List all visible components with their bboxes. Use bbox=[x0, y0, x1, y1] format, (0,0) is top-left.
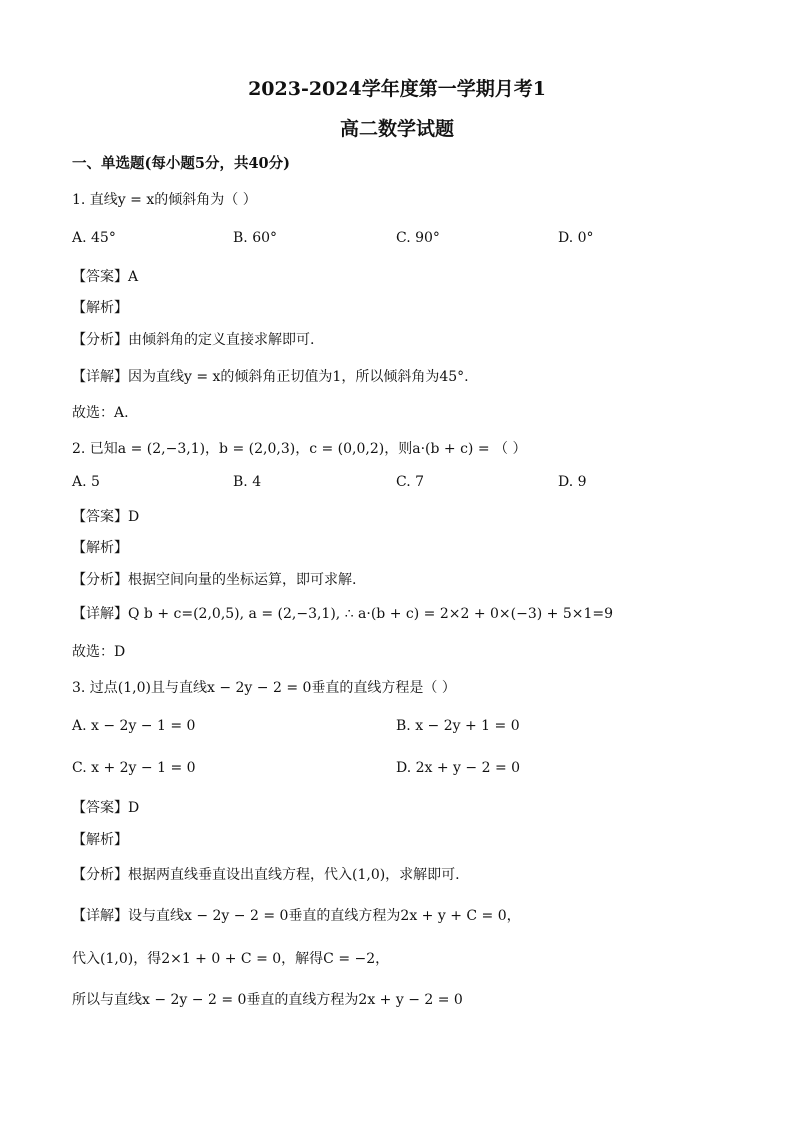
q2-option-c: C. 7 bbox=[396, 474, 425, 490]
q3-option-a: A. x − 2y − 1 = 0 bbox=[72, 718, 196, 734]
q2-stem: 2. 已知a = (2,−3,1)，b = (2,0,3)，c = (0,0,2)，则a·(b + c) = （ ） bbox=[72, 441, 527, 457]
page-subtitle: 高二数学试题 bbox=[339, 118, 454, 140]
q2-choose: 故选：D bbox=[72, 644, 126, 660]
q1-option-c: C. 90° bbox=[396, 230, 440, 246]
q3-xiangjie-2: 代入(1,0)，得2×1 + 0 + C = 0，解得C = −2， bbox=[72, 951, 390, 967]
q1-xiangjie: 【详解】因为直线y = x的倾斜角正切值为1，所以倾斜角为45°. bbox=[72, 369, 469, 385]
q2-option-a: A. 5 bbox=[72, 474, 100, 490]
q3-answer: 【答案】D bbox=[72, 800, 140, 816]
q3-option-c: C. x + 2y − 1 = 0 bbox=[72, 760, 196, 776]
section-heading: 一、单选题(每小题5分，共40分) bbox=[72, 155, 290, 172]
q3-jiexi: 【解析】 bbox=[72, 832, 128, 848]
q2-option-d: D. 9 bbox=[558, 474, 587, 490]
q2-xiangjie: 【详解】Q b + c=(2,0,5), a = (2,−3,1), ∴ a·(b + c) = 2×2 + 0×(−3) + 5×1=9 bbox=[72, 606, 614, 622]
q1-option-d: D. 0° bbox=[558, 230, 594, 246]
q3-xiangjie-3: 所以与直线x − 2y − 2 = 0垂直的直线方程为2x + y − 2 = 0 bbox=[72, 992, 463, 1008]
q1-option-a: A. 45° bbox=[72, 230, 116, 246]
q2-fenxi: 【分析】根据空间向量的坐标运算，即可求解. bbox=[72, 572, 357, 588]
q2-option-b: B. 4 bbox=[233, 474, 262, 490]
page-title: 2023-2024学年度第一学期月考1 bbox=[248, 78, 546, 100]
q3-stem: 3. 过点(1,0)且与直线x − 2y − 2 = 0垂直的直线方程是（ ） bbox=[72, 680, 456, 696]
q3-option-b: B. x − 2y + 1 = 0 bbox=[396, 718, 520, 734]
q1-jiexi: 【解析】 bbox=[72, 300, 128, 316]
q1-choose: 故选：A. bbox=[72, 405, 129, 421]
q1-answer: 【答案】A bbox=[72, 269, 139, 285]
q1-fenxi: 【分析】由倾斜角的定义直接求解即可. bbox=[72, 332, 315, 348]
q3-xiangjie-1: 【详解】设与直线x − 2y − 2 = 0垂直的直线方程为2x + y + C = 0， bbox=[72, 908, 521, 924]
q1-option-b: B. 60° bbox=[233, 230, 278, 246]
q3-option-d: D. 2x + y − 2 = 0 bbox=[396, 760, 521, 776]
q1-stem: 1. 直线y = x的倾斜角为（ ） bbox=[72, 192, 257, 208]
q3-fenxi: 【分析】根据两直线垂直设出直线方程，代入(1,0)，求解即可. bbox=[72, 867, 460, 883]
q2-answer: 【答案】D bbox=[72, 509, 140, 525]
q2-jiexi: 【解析】 bbox=[72, 540, 128, 556]
